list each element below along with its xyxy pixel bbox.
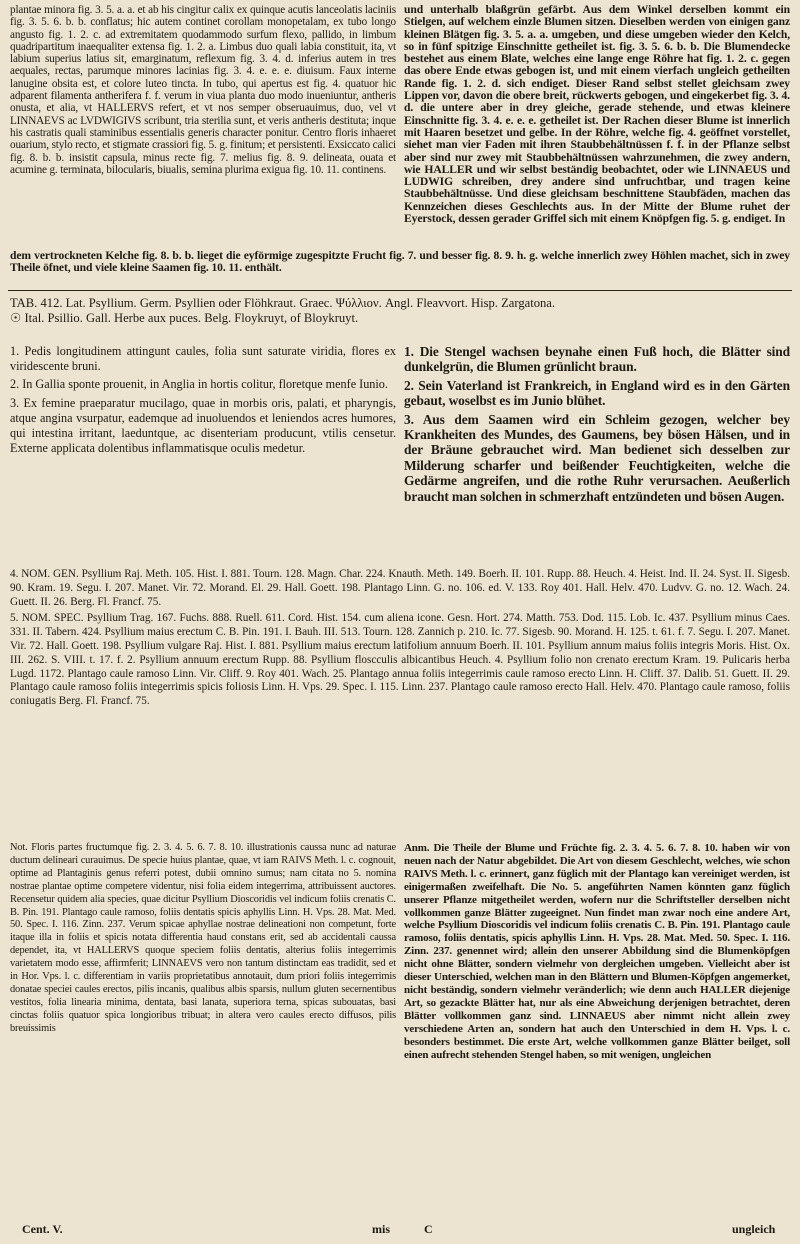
signature-mark: Cent. V. <box>22 1222 63 1236</box>
signature-letter: C <box>424 1222 433 1236</box>
plate-title: TAB. 412. Lat. Psyllium. Germ. Psyllien oder Flöhkraut. Graec. Ψύλλιον. Angl. Fleavvort. Hisp. Zargatona. <box>10 296 556 310</box>
catchword-german: ungleich <box>732 1222 776 1236</box>
notes-german-column <box>404 842 790 1217</box>
description-german: und unterhalb blaßgrün gefärbt. Aus dem Winkel derselben kommt ein Stielgen, auf welchem einzle Blumen sitzen. Dieselben werden von einigen ganz kleinen Blätgen fig. 3. 5. a. a. umgeben, und diese umgeben wieder den Kelch, so in fünf spitzige Einschnitte getheilet ist. fig. 3. 5. 6. b. b. Die Blumendecke bestehet aus einem Blate, welches eine lange enge Röhre hat fig. 1. 2. c. gegen das obere Ende etwas gebogen ist, und mit einem vierfach ungleich getheilten Rande fig. 1. 2. d. sich endiget. Dieser Rand selbst stellet gleichsam zwey Lippen vor, davon die obere breit, rückwerts gebogen, und eingekerbet fig. 3. 4. d. die untere aber in drey gleiche, gerade stehende, und etwas kleinere Einschnitte fig. 3. 4. e. e. e. getheilet ist. Der Rachen dieser Blume ist innerlich mit Haaren besetzet und gelbe. In der Röhre, welche fig. 4. geöffnet vorstellet, siehet man vier Faden mit ihren Staubbehältnüssen f. f. in der Pflanze selbst aber sind nur zwey mit Staubbehältnüssen wahrzunehmen, die zwey andern, wie HALLER und wir selbst beständig beobachtet, oder wie LINNAEUS und LUDWIG schreiben, drey andere sind unfruchtbar, und tragen keine Staubbehältnüsse. Und diese gleichsam beschnittene Staubfäden, machen das Kennzeichen dieses Geschlechts aus. In der Mitte der Blume ruhet der Eyerstock, dessen gerader Griffel sich mit einem Knöpfgen fig. 5. g. endiget. In <box>404 4 790 226</box>
german-paragraph-3: 3. Aus dem Saamen wird ein Schleim gezogen, welcher bey Krankheiten des Mundes, des Gaumens, bey bösen Hälsen, und in der Bräune gebrauchet wird. Man bedienet sich desselben zur Milderung scharfer und beißender Feuchtigkeiten, welche die Gedärme angreifen, und die rothe Ruhr verursachen. Aeußerlich braucht man solchen in schmerzhaft entzündeten und bösen Augen. <box>404 411 790 504</box>
notes-latin-column <box>10 842 396 1217</box>
spanning-german-text <box>10 250 790 288</box>
separator-rule <box>8 290 792 291</box>
catchword-latin: mis <box>372 1222 390 1236</box>
description-german-end: dem vertrockneten Kelche fig. 8. b. b. lieget die eyförmige zugespitzte Frucht fig. 7. und besser fig. 8. 9. h. g. welche innerlich zwey Höhlen machet, sich in zwey Theile öfnet, und viele kleine Saamen fig. 10. 11. enthält. <box>10 250 790 275</box>
notes-german: Anm. Die Theile der Blume und Früchte fig. 2. 3. 4. 5. 6. 7. 8. 10. haben wir von neuen nach der Natur abgebildet. Die Art von diesem Geschlecht, welches, wie schon RAIVS Meth. l. c. erinnert, ganz füglich mit der Plantago kan vereiniget werden, ist einigermaßen zweifelhaft. Die No. 5. angeführten Namen könnten ganz füglich unserer Pflanze mitgetheilet werden, wofern nur die Schriftsteller derselben nicht vollkommen ganze Blätter zugeeignet. Nun findet man zwar noch eine andere Art, welche Psyllium Dioscoridis vel indicum foliis crenatis C. B. Pin. 191. Plantago caule ramoso, foliis dentatis, spicis aphyllis Linn. H. Vps. 28. Mat. Med. 50. Spec. I. 116. Zinn. 237. genennet wird; allein den unserer Abbildung sind die Blumenköpfgen nicht ohne Blätter, sondern vielmehr von dergleichen umgeben. Vielleicht aber ist dieser Unterschied, welchen man in den Blättern und Blumen-Köpfgen angemerket, nicht beständig, sondern vielmehr veränderlich; wie denn auch HALLER diejenige Art, so gezackte Blätter hat, nur als eine Abweichung derjenigen betrachtet, deren Blätter vollkommen ganz sind. LINNAEUS aber nimmt nicht allein zwey verschiedene Arten an, sondern hat auch den Unterschied in dem H. Vps. l. c. besonders bestimmet. Die erste Art, welche vollkommen ganze Blätter beilget, soll einen aufrecht stehenden Stengel haben, so mit wenigen, ungleichen <box>404 842 790 1061</box>
top-latin-column <box>10 4 396 247</box>
plate-header <box>10 296 790 330</box>
plate-subtitle: ☉ Ital. Psillio. Gall. Herbe aux puces. Belg. Floykruyt, of Bloykruyt. <box>10 311 359 325</box>
nomenclature-block <box>10 568 790 836</box>
latin-paragraph-1: 1. Pedis longitudinem attingunt caules, folia sunt saturate viridia, flores ex viridescente bruni. <box>10 344 396 374</box>
german-paragraph-2: 2. Sein Vaterland ist Frankreich, in England wird es in den Gärten gebaut, woselbst es im Junio blühet. <box>404 377 790 409</box>
description-latin: plantae minora fig. 3. 5. a. a. et ab his cingitur calix ex quinque acutis lanceolatis laciniis fig. 3. 5. 6. b. b. conflatus; hic autem continet corollam monopetalam, ex tubo longo angusto fig. 1. 2. c. ad extremitatem quodammodo surfum flexo, pallido, in limbum quadripartitum inaequaliter extensa fig. 1. 2. a. Limbus duo quali labia constituit, ita, vt labium superius latius sit, emarginatum, reflexum fig. 3. 4. d. inferius autem in tres aequales, rectas, parumque minores lacinias fig. 3. 4. e. e. e. diuisum. Faux interne lanugine obsita est, et colore luteo tincta. In tubo, qui apertus est fig. 4. quatuor hic adparent filamenta antherifera f. f. verum in viua planta duo modo inueniuntur, antheris onusta, et alia, vt HALLERVS refert, et vt nos semper obseruauimus, duo, vel vt LINNAEVS ac LVDWIGIVS scribunt, tria sterilia sunt, et veris antheris destituta; inque his castratis quali staminibus essentialis generis character ponitur. Centro floris inhaeret ouarium, stylo recto, et stigmate crassiori fig. 5. g. finitum; et persistenti. Exsiccato calici fig. 8. b. b. insistit capsula, minus recte fig. 7. melius fig. 8. 9. delineata, ouata et acumine g. terminata, bilocularis, biualis, semina plurima exigua fig. 10. 11. continens. <box>10 4 396 176</box>
notes-latin: Not. Floris partes fructumque fig. 2. 3. 4. 5. 6. 7. 8. 10. illustrationis caussa nunc ad naturae ductum delineari curauimus. De specie huius plantae, quae, vt iam RAIVS Meth. l. c. cognouit, optime ad Plantaginis genus referri potest, dubii omnino sumus; nam citata no 5. nomina nostrae plantae optime competere videntur, nisi folia eidem integerrima, attribuissent auctores. Recensetur quidem alia species, quae dicitur Psyllium Dioscoridis vel indicum foliis crenatis C. B. Pin. 191. Plantago caule ramoso, foliis dentatis spicis aphyllis Linn. H. Vps. 28. Mat. Med. 50. Spec. I. 116. Zinn. 237. Verum spicae aphyllae nostrae delineationi non competunt, forte itaque illa in foliis et spicis notata differentia haud constans erit, sed ab accidentali caussa dependet, ita, vt HALLERVS quoque speciem foliis dentatis, alterius foliis integerrimis varietatem modo esse, affirmferit; LINNAEVS vero non tantum distinctam eas tradidit, sed et in Hor. Vps. l. c. differentiam in variis proprietatibus annotauit, dum priori foliis integerrimis donatae speciei caules erectos, pilis incanis, qualibus albis sparsis, nullum gluten secernentibus vestitos, folia linearia minima, dentata, basi lanata, superiora terna, spicas subouatas, basi cinctas foliis quatuor spica longioribus tribuat; in altera vero caules erecto diffusos, pilis breuissimis <box>10 842 396 1034</box>
german-paragraph-1: 1. Die Stengel wachsen beynahe einen Fuß hoch, die Blätter sind dunkelgrün, die Blumen grünlicht braun. <box>404 344 790 375</box>
nom-gen-paragraph: 4. NOM. GEN. Psyllium Raj. Meth. 105. Hist. I. 881. Tourn. 128. Magn. Char. 224. Knauth. Meth. 149. Boerh. II. 101. Rupp. 88. Heuch. 4. Heist. Ind. II. 24. Syst. II. Sigesb. 90. Kram. 19. Segu. I. 207. Manet. Vir. 72. Morand. El. 29. Hall. Goett. 198. Plantago Linn. G. no. 106. ed. V. 133. Roy 401. Hall. Helv. 470. Ludvv. G. no. 12. Wach. 24. Guett. II. 26. Berg. Fl. Francf. 75. <box>10 568 790 608</box>
mid-german-column <box>404 344 790 562</box>
nom-spec-paragraph: 5. NOM. SPEC. Psyllium Trag. 167. Fuchs. 888. Ruell. 611. Cord. Hist. 154. cum aliena icone. Gesn. Hort. 274. Matth. 753. Dod. 115. Lob. Ic. 437. Psyllium minus Caes. 331. II. Tabern. 424. Psyllium maius erectum C. B. Pin. 191. I. Bauh. III. 513. Tourn. 128. Zannich p. 210. Ic. 77. Sigesb. 90. Morand. H. 125. t. 61. f. 7. Segu. I. 207. Manet. Vir. 72. Hall. Goett. 198. Psyllium vulgare Raj. Hist. I. 881. Psyllium maius erectum latifolium annuum Boerh. II. 101. Psyllium annum maius foliis integris Moris. Hist. Ox. III. 262. S. VIII. t. 17. f. 2. Psyllium annuum erectum Rupp. 88. Psyllium floscculis albicantibus Heuch. 4. Psyllium folio non crenato erectum Kram. 19. Pulicaris herba Lugd. 1172. Plantago caule ramoso Linn. Vir. Cliff. 9. Roy 401. Wach. 25. Plantago annua foliis integerrimis caule ramoso erecto Linn. H. Cliff. 37. Dalib. 51. Guett. II. 29. Plantago caule ramoso foliis integerrimis spicis foliosis Linn. H. Vps. 29. Spec. I. 115. Linn. 237. Plantago caule ramoso erecto Hall. Helv. 470. Plantago caule ramoso, foliis coniugatis Berg. Fl. Francf. 75. <box>10 612 790 708</box>
latin-paragraph-2: 2. In Gallia sponte prouenit, in Anglia in hortis colitur, floretque menfe Iunio. <box>10 377 388 392</box>
latin-paragraph-3: 3. Ex femine praeparatur mucilago, quae in morbis oris, palati, et pharyngis, atque angina vsurpatur, eademque ad inuoluendos et leniendos acres humores, qui intestina irritant, laeduntque, ac disenteriam producunt, vtilis censetur. Externe applicata dolentibus inflammatisque oculis medetur. <box>10 395 396 456</box>
mid-latin-column <box>10 344 396 562</box>
top-german-column <box>404 4 790 247</box>
